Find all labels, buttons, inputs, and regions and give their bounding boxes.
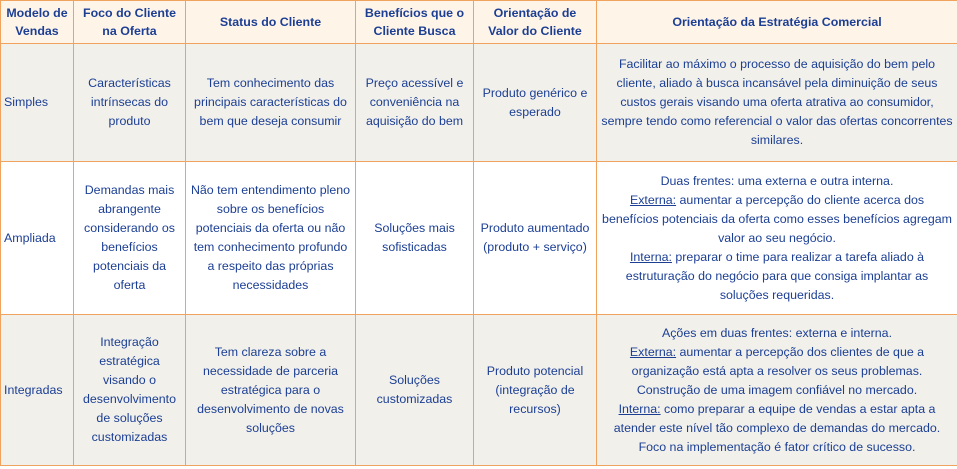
externa-label: Externa: — [629, 344, 677, 359]
cell-estrategia — [597, 162, 957, 315]
cell-beneficios: Soluções customizadas — [356, 315, 474, 466]
cell-modelo: Integradas — [1, 315, 74, 466]
cell-status: Tem clareza sobre a necessidade de parceria estratégica para o desenvolvimento de novas soluções — [186, 315, 356, 466]
header-foco: Foco do Cliente na Oferta — [74, 1, 186, 44]
estrategia-intro: Ações em duas frentes: externa e interna. — [661, 325, 893, 340]
header-beneficios: Benefícios que o Cliente Busca — [356, 1, 474, 44]
interna-label: Interna: — [629, 249, 672, 264]
estrategia-intro: Duas frentes: uma externa e outra interna. — [660, 173, 894, 188]
cell-estrategia: Facilitar ao máximo o processo de aquisição do bem pelo cliente, aliado à busca incansável pela diminuição de seus custos gerais visando uma oferta atrativa ao consumidor, sempre tendo como referencial o valor das ofertas concorrentes similares. — [597, 44, 957, 162]
externa-label: Externa: — [629, 192, 677, 207]
interna-text: como preparar a equipe de vendas a estar apta a atender este nível tão complexo de demandas do mercado. Foco na implementação é fator crítico de sucesso. — [613, 401, 941, 454]
cell-beneficios: Soluções mais sofisticadas — [356, 162, 474, 315]
header-estrategia: Orientação da Estratégia Comercial — [597, 1, 957, 44]
header-row — [1, 1, 957, 44]
cell-beneficios: Preço acessível e conveniência na aquisição do bem — [356, 44, 474, 162]
cell-foco: Integração estratégica visando o desenvolvimento de soluções customizadas — [74, 315, 186, 466]
cell-status: Tem conhecimento das principais características do bem que deseja consumir — [186, 44, 356, 162]
cell-valor: Produto aumentado (produto + serviço) — [474, 162, 597, 315]
cell-valor: Produto genérico e esperado — [474, 44, 597, 162]
cell-modelo: Simples — [1, 44, 74, 162]
cell-valor: Produto potencial (integração de recursos) — [474, 315, 597, 466]
cell-foco: Demandas mais abrangente considerando os benefícios potenciais da oferta — [74, 162, 186, 315]
cell-estrategia — [597, 315, 957, 466]
header-modelo: Modelo de Vendas — [1, 1, 74, 44]
cell-status: Não tem entendimento pleno sobre os benefícios potenciais da oferta ou não tem conhecimento profundo a respeito das próprias necessidades — [186, 162, 356, 315]
table-row — [1, 315, 957, 466]
table-row — [1, 162, 957, 315]
cell-modelo: Ampliada — [1, 162, 74, 315]
externa-text: aumentar a percepção do cliente acerca dos benefícios potenciais da oferta como esses benefícios agregam valor ao seu negócio. — [602, 192, 952, 245]
table-row — [1, 44, 957, 162]
cell-foco: Características intrínsecas do produto — [74, 44, 186, 162]
interna-label: Interna: — [618, 401, 661, 416]
externa-text: aumentar a percepção dos clientes de que a organização está apta a resolver os seus problemas. Construção de uma imagem confiável no mercado. — [631, 344, 925, 397]
header-status: Status do Cliente — [186, 1, 356, 44]
interna-text: preparar o time para realizar a tarefa aliado à estruturação do negócio para que consiga implantar as soluções requeridas. — [625, 249, 929, 302]
header-valor: Orientação de Valor do Cliente — [474, 1, 597, 44]
